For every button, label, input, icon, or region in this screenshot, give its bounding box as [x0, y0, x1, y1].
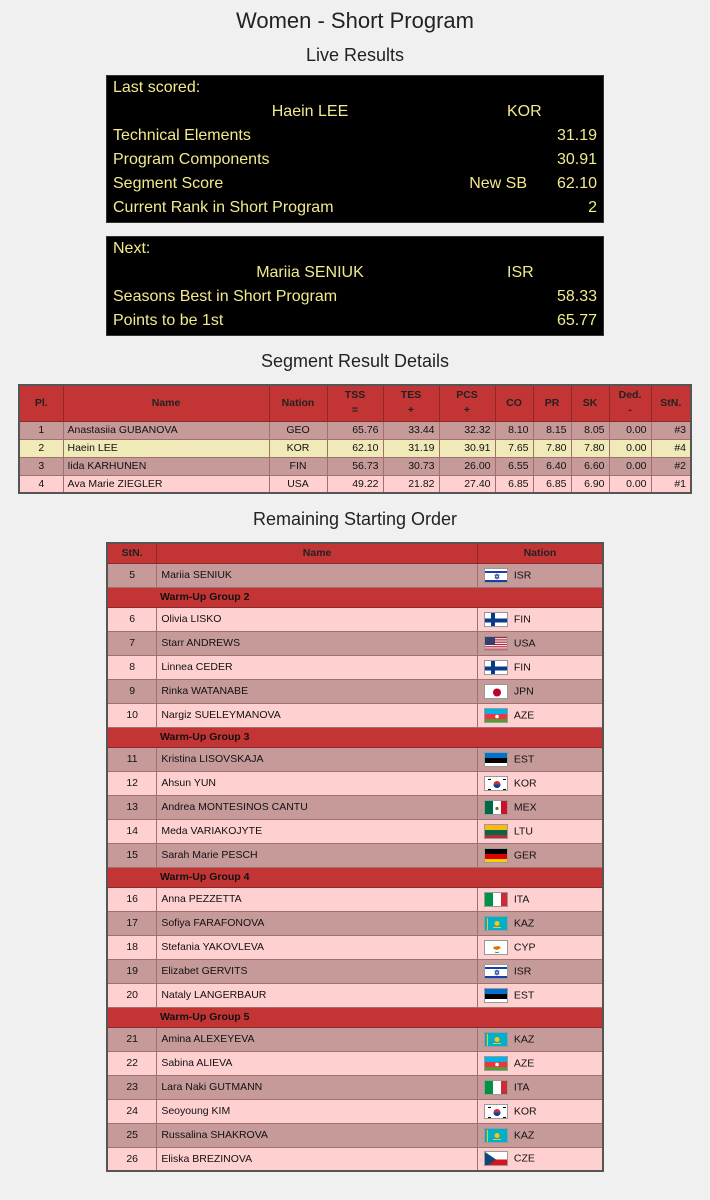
current-rank-row: [107, 196, 603, 220]
nation-code: KOR: [513, 776, 537, 789]
order-header-row: [107, 543, 603, 563]
points-to-first-row: [107, 309, 603, 333]
cell-ded: 0.00: [609, 421, 651, 439]
col-tss-sub: =: [351, 404, 359, 417]
cell-pr: 8.15: [533, 421, 571, 439]
cell-stn: 25: [107, 1123, 157, 1147]
cell-stn: 11: [107, 747, 157, 771]
cell-nation: [477, 703, 603, 727]
table-row: [107, 935, 603, 959]
cell-stn: 14: [107, 819, 157, 843]
cell-stn: 15: [107, 843, 157, 867]
nation-code: EST: [513, 752, 535, 765]
flag-usa-icon: [484, 636, 508, 651]
cell-tss: 56.73: [327, 457, 383, 475]
cell-tes: 30.73: [383, 457, 439, 475]
cell-nation: [477, 563, 603, 587]
cell-stn: 9: [107, 679, 157, 703]
cell-stn: 7: [107, 631, 157, 655]
flag-kor-icon: [484, 776, 508, 791]
cell-stn: 16: [107, 887, 157, 911]
col-ded-sub: -: [628, 404, 632, 417]
cell-nation: [477, 631, 603, 655]
cell-nation: [477, 843, 603, 867]
pcs-row: [107, 148, 603, 172]
nation-code: AZE: [513, 1056, 535, 1069]
cell-nation: [477, 935, 603, 959]
cell-name: Anastasiia GUBANOVA: [63, 421, 269, 439]
nation-code: KOR: [513, 1104, 537, 1117]
flag-est-icon: [484, 988, 508, 1003]
table-row: [107, 1051, 603, 1075]
table-row: [107, 1123, 603, 1147]
col-pcs-label: PCS: [456, 389, 478, 402]
cell-stn: 8: [107, 655, 157, 679]
cell-co: 8.10: [495, 421, 533, 439]
cell-name: Elizabet GERVITS: [157, 959, 478, 983]
cell-nation: [477, 655, 603, 679]
cell-sk: 6.60: [571, 457, 609, 475]
cell-pcs: 32.32: [439, 421, 495, 439]
flag-cyp-icon: [484, 940, 508, 955]
cell-nation: [477, 1099, 603, 1123]
cell-stn: 12: [107, 771, 157, 795]
nation-code: MEX: [513, 800, 537, 813]
col-sk: SK: [571, 385, 609, 421]
cell-name: Andrea MONTESINOS CANTU: [157, 795, 478, 819]
col-pcs: [439, 385, 495, 421]
cell-name: Olivia LISKO: [157, 607, 478, 631]
table-row: [107, 1099, 603, 1123]
table-row: [19, 421, 691, 439]
cell-name: Nargiz SUELEYMANOVA: [157, 703, 478, 727]
table-row: [19, 475, 691, 493]
cell-nation: [477, 819, 603, 843]
nation-code: LTU: [513, 824, 533, 837]
nation-code: GER: [513, 848, 537, 861]
col-tes-label: TES: [400, 389, 422, 402]
table-row: [107, 1027, 603, 1051]
col-place: Pl.: [19, 385, 63, 421]
table-row: [107, 795, 603, 819]
cell-pcs: 26.00: [439, 457, 495, 475]
cell-sk: 8.05: [571, 421, 609, 439]
cell-stn: 24: [107, 1099, 157, 1123]
segment-result-heading: Segment Result Details: [260, 351, 450, 371]
flag-aze-icon: [484, 708, 508, 723]
cell-stn: 19: [107, 959, 157, 983]
next-label-row: [107, 237, 603, 261]
cell-ded: 0.00: [609, 439, 651, 457]
segment-score-row: [107, 172, 603, 196]
cell-stn: 13: [107, 795, 157, 819]
flag-fin-icon: [484, 612, 508, 627]
nation-code: KAZ: [513, 1032, 535, 1045]
table-row: [107, 819, 603, 843]
cell-name: Ahsun YUN: [157, 771, 478, 795]
cell-name: Meda VARIAKOJYTE: [157, 819, 478, 843]
cell-tss: 49.22: [327, 475, 383, 493]
col-nation: Nation: [269, 385, 327, 421]
cell-name: Lara Naki GUTMANN: [157, 1075, 478, 1099]
cell-tes: 31.19: [383, 439, 439, 457]
points-to-first-value: 65.77: [556, 312, 597, 329]
cell-sk: 6.90: [571, 475, 609, 493]
warm-up-group-label: Warm-Up Group 2: [107, 587, 603, 607]
cell-co: 6.85: [495, 475, 533, 493]
col-tes: [383, 385, 439, 421]
segment-result-table: [18, 384, 692, 494]
cell-place: 2: [19, 439, 63, 457]
result-header-row: [19, 385, 691, 421]
cell-stn: 17: [107, 911, 157, 935]
table-row: [19, 439, 691, 457]
cell-name: Anna PEZZETTA: [157, 887, 478, 911]
cell-nation: [477, 959, 603, 983]
nation-code: ISR: [513, 568, 532, 581]
cell-name: Starr ANDREWS: [157, 631, 478, 655]
cell-place: 4: [19, 475, 63, 493]
tes-value: 31.19: [556, 127, 597, 144]
warm-up-group-row: [107, 727, 603, 747]
table-row: [107, 679, 603, 703]
cell-stn: #2: [651, 457, 691, 475]
current-rank-value: 2: [588, 199, 597, 216]
cell-ded: 0.00: [609, 475, 651, 493]
pcs-value: 30.91: [556, 151, 597, 168]
starting-order-table: [106, 542, 604, 1172]
next-skater-panel: [106, 236, 604, 336]
cell-nation: KOR: [269, 439, 327, 457]
col-tes-sub: +: [407, 404, 415, 417]
cell-stn: #3: [651, 421, 691, 439]
current-rank-label: Current Rank in Short Program: [113, 199, 334, 216]
season-best-label: Seasons Best in Short Program: [113, 288, 338, 305]
cell-nation: [477, 911, 603, 935]
nation-code: KAZ: [513, 916, 535, 929]
flag-ltu-icon: [484, 824, 508, 839]
nation-code: CYP: [513, 940, 536, 953]
last-scored-skater-row: [107, 100, 603, 124]
cell-name: Rinka WATANABE: [157, 679, 478, 703]
col-tss-label: TSS: [344, 389, 366, 402]
page-title: Women - Short Program: [235, 8, 474, 33]
cell-name: Sofiya FARAFONOVA: [157, 911, 478, 935]
next-skater-row: [107, 261, 603, 285]
cell-co: 6.55: [495, 457, 533, 475]
col-ded: [609, 385, 651, 421]
nation-code: FIN: [513, 660, 531, 673]
table-row: [107, 959, 603, 983]
cell-nation: [477, 983, 603, 1007]
table-row: [107, 747, 603, 771]
next-skater-nation: ISR: [507, 264, 534, 281]
warm-up-group-label: Warm-Up Group 4: [107, 867, 603, 887]
points-to-first-label: Points to be 1st: [113, 312, 224, 329]
cell-nation: [477, 1027, 603, 1051]
cell-nation: [477, 887, 603, 911]
season-best-value: 58.33: [556, 288, 597, 305]
cell-name: Sabina ALIEVA: [157, 1051, 478, 1075]
nation-code: ITA: [513, 1080, 530, 1093]
cell-nation: [477, 747, 603, 771]
cell-tes: 33.44: [383, 421, 439, 439]
flag-kor-icon: [484, 1104, 508, 1119]
cell-name: Kristina LISOVSKAJA: [157, 747, 478, 771]
cell-ded: 0.00: [609, 457, 651, 475]
cell-pr: 6.85: [533, 475, 571, 493]
nation-code: ISR: [513, 964, 532, 977]
flag-ita-icon: [484, 1080, 508, 1095]
cell-stn: 22: [107, 1051, 157, 1075]
pcs-label: Program Components: [113, 151, 270, 168]
cell-place: 3: [19, 457, 63, 475]
cell-name: Mariia SENIUK: [157, 563, 478, 587]
last-scored-label: Last scored:: [113, 79, 201, 96]
cell-nation: [477, 1123, 603, 1147]
cell-tss: 62.10: [327, 439, 383, 457]
flag-est-icon: [484, 752, 508, 767]
nation-code: CZE: [513, 1152, 535, 1165]
cell-nation: [477, 607, 603, 631]
flag-fin-icon: [484, 660, 508, 675]
flag-kaz-icon: [484, 916, 508, 931]
segment-score-value: 62.10: [556, 175, 597, 192]
table-row: [107, 703, 603, 727]
table-row: [107, 771, 603, 795]
cell-stn: 6: [107, 607, 157, 631]
nation-code: EST: [513, 988, 535, 1001]
new-sb-badge: New SB: [469, 175, 527, 192]
flag-kaz-icon: [484, 1032, 508, 1047]
nation-code: KAZ: [513, 1128, 535, 1141]
table-row: [107, 631, 603, 655]
col-name: Name: [157, 543, 478, 563]
cell-nation: USA: [269, 475, 327, 493]
col-ded-label: Ded.: [618, 389, 642, 402]
cell-nation: GEO: [269, 421, 327, 439]
col-stn: StN.: [651, 385, 691, 421]
cell-stn: 18: [107, 935, 157, 959]
last-scored-label-row: [107, 76, 603, 100]
table-row: [107, 843, 603, 867]
cell-stn: 10: [107, 703, 157, 727]
cell-pcs: 27.40: [439, 475, 495, 493]
nation-code: FIN: [513, 612, 531, 625]
season-best-row: [107, 285, 603, 309]
col-nation: Nation: [477, 543, 603, 563]
col-stn: StN.: [107, 543, 157, 563]
flag-ita-icon: [484, 892, 508, 907]
cell-name: Seoyoung KIM: [157, 1099, 478, 1123]
cell-nation: [477, 1147, 603, 1171]
cell-sk: 7.80: [571, 439, 609, 457]
col-name: Name: [63, 385, 269, 421]
table-row: [107, 1147, 603, 1171]
flag-aze-icon: [484, 1056, 508, 1071]
table-row: [107, 563, 603, 587]
last-scored-name: Haein LEE: [271, 103, 349, 120]
cell-nation: [477, 795, 603, 819]
cell-nation: [477, 1051, 603, 1075]
nation-code: USA: [513, 636, 536, 649]
cell-nation: [477, 1075, 603, 1099]
warm-up-group-label: Warm-Up Group 3: [107, 727, 603, 747]
col-pr: PR: [533, 385, 571, 421]
starting-order-body: [107, 563, 603, 1171]
tes-row: [107, 124, 603, 148]
cell-pcs: 30.91: [439, 439, 495, 457]
last-scored-nation: KOR: [507, 103, 542, 120]
cell-tes: 21.82: [383, 475, 439, 493]
segment-score-label: Segment Score: [113, 175, 224, 192]
cell-name: Ava Marie ZIEGLER: [63, 475, 269, 493]
cell-co: 7.65: [495, 439, 533, 457]
cell-stn: 20: [107, 983, 157, 1007]
flag-isr-icon: [484, 568, 508, 583]
table-row: [107, 1075, 603, 1099]
flag-ger-icon: [484, 848, 508, 863]
warm-up-group-label: Warm-Up Group 5: [107, 1007, 603, 1027]
cell-stn: 23: [107, 1075, 157, 1099]
warm-up-group-row: [107, 1007, 603, 1027]
col-pcs-sub: +: [463, 404, 471, 417]
next-skater-name: Mariia SENIUK: [256, 264, 364, 281]
col-co: CO: [495, 385, 533, 421]
cell-tss: 65.76: [327, 421, 383, 439]
table-row: [107, 655, 603, 679]
flag-jpn-icon: [484, 684, 508, 699]
last-scored-panel: [106, 75, 604, 223]
cell-stn: 21: [107, 1027, 157, 1051]
cell-name: Eliska BREZINOVA: [157, 1147, 478, 1171]
cell-nation: [477, 679, 603, 703]
flag-cze-icon: [484, 1151, 508, 1166]
table-row: [107, 983, 603, 1007]
cell-nation: FIN: [269, 457, 327, 475]
next-label: Next:: [113, 240, 151, 257]
col-tss: [327, 385, 383, 421]
cell-pr: 6.40: [533, 457, 571, 475]
cell-stn: #4: [651, 439, 691, 457]
table-row: [107, 887, 603, 911]
cell-stn: #1: [651, 475, 691, 493]
nation-code: AZE: [513, 708, 535, 721]
cell-nation: [477, 771, 603, 795]
nation-code: ITA: [513, 892, 530, 905]
cell-name: Iida KARHUNEN: [63, 457, 269, 475]
flag-mex-icon: [484, 800, 508, 815]
cell-name: Linnea CEDER: [157, 655, 478, 679]
live-results-heading: Live Results: [305, 45, 405, 65]
table-row: [107, 911, 603, 935]
tes-label: Technical Elements: [113, 127, 251, 144]
cell-stn: 5: [107, 563, 157, 587]
cell-stn: 26: [107, 1147, 157, 1171]
cell-place: 1: [19, 421, 63, 439]
flag-isr-icon: [484, 964, 508, 979]
cell-name: Amina ALEXEYEVA: [157, 1027, 478, 1051]
cell-name: Haein LEE: [63, 439, 269, 457]
table-row: [19, 457, 691, 475]
cell-name: Nataly LANGERBAUR: [157, 983, 478, 1007]
cell-name: Russalina SHAKROVA: [157, 1123, 478, 1147]
warm-up-group-row: [107, 867, 603, 887]
cell-name: Sarah Marie PESCH: [157, 843, 478, 867]
warm-up-group-row: [107, 587, 603, 607]
flag-kaz-icon: [484, 1128, 508, 1143]
table-row: [107, 607, 603, 631]
nation-code: JPN: [513, 684, 534, 697]
starting-order-heading: Remaining Starting Order: [252, 509, 458, 529]
cell-name: Stefania YAKOVLEVA: [157, 935, 478, 959]
cell-pr: 7.80: [533, 439, 571, 457]
